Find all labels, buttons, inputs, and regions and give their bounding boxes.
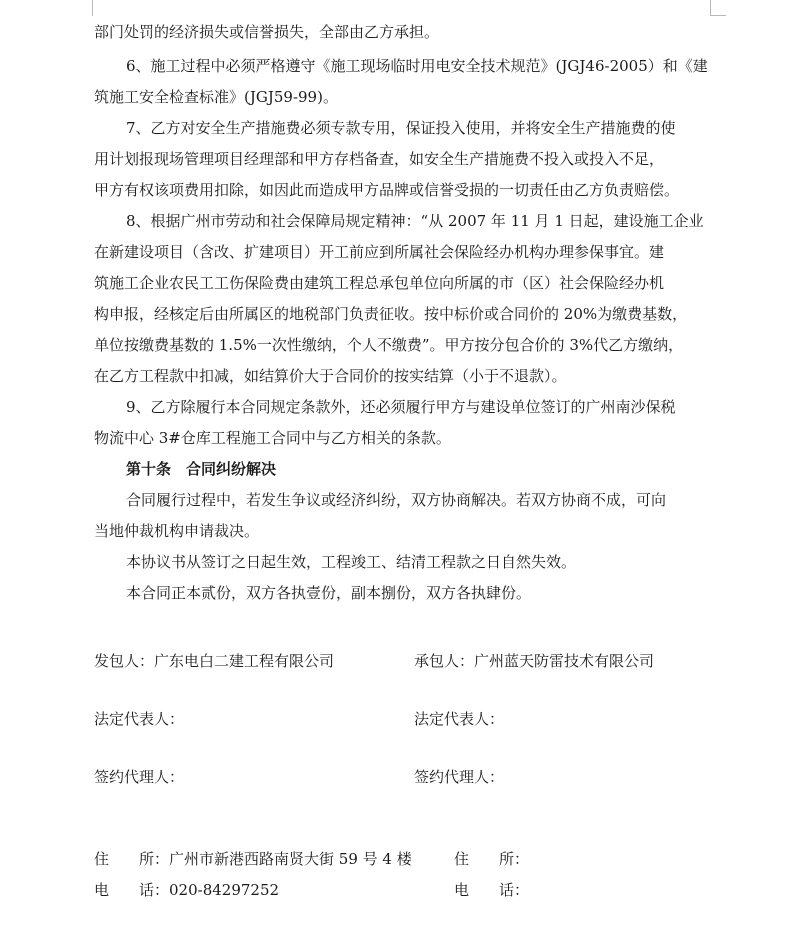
employer-label: 发包人：广东电白二建工程有限公司 [94,652,335,670]
clause-8-line: 筑施工企业农民工工伤保险费由建筑工程总承包单位向所属的市（区）社会保险经办机 [94,274,665,292]
employer-phone: 电 话：020-84297252 [94,881,280,899]
clause-6-line: 6、施工过程中必须严格遵守《施工现场临时用电安全技术规范》(JGJ46-2005）和《建 [126,57,708,75]
clause-8-line: 8、根据广州市劳动和社会保障局规定精神：“从 2007 年 11 月 1 日起，建设施工企业 [126,212,704,230]
top-left-margin-mark [92,0,93,16]
copies-line: 本合同正本贰份，双方各执壹份，副本捌份，双方各执肆份。 [126,584,532,602]
contractor-legal-rep: 法定代表人： [414,710,505,728]
top-right-margin-tick [710,15,726,16]
section-ten-paragraph-line: 合同履行过程中，若发生争议或经济纠纷，双方协商解决。若双方协商不成，可向 [126,491,667,509]
section-ten-heading: 第十条 合同纠纷解决 [126,460,277,478]
clause-7-line: 7、乙方对安全生产措施费必须专款专用，保证投入使用，并将安全生产措施费的使 [126,119,676,137]
employer-agent: 签约代理人： [94,768,185,786]
clause-6-line: 筑施工安全检查标准》(JGJ59-99)。 [94,88,338,106]
contractor-agent: 签约代理人： [414,768,505,786]
clause-9-line: 物流中心 3#仓库工程施工合同中与乙方相关的条款。 [94,429,451,447]
body-line: 部门处罚的经济损失或信誉损失，全部由乙方承担。 [94,23,440,41]
clause-7-line: 甲方有权该项费用扣除，如因此而造成甲方品牌或信誉受损的一切责任由乙方负责赔偿。 [94,181,680,199]
clause-8-line: 单位按缴费基数的 1.5%一次性缴纳，个人不缴费”。甲方按分包合价的 3%代乙方缴纳， [94,336,684,354]
effective-date-line: 本协议书从签订之日起生效，工程竣工、结清工程款之日自然失效。 [126,553,577,571]
contractor-label: 承包人：广州蓝天防雷技术有限公司 [414,652,655,670]
clause-8-line: 在乙方工程款中扣减，如结算价大于合同价的按实结算（小于不退款）。 [94,367,567,385]
top-right-margin-mark [710,0,711,16]
clause-9-line: 9、乙方除履行本合同规定条款外，还必须履行甲方与建设单位签订的广州南沙保税 [126,398,676,416]
clause-7-line: 用计划报现场管理项目经理部和甲方存档备查，如安全生产措施费不投入或投入不足， [94,150,665,168]
contractor-address: 住 所： [454,850,530,868]
employer-legal-rep: 法定代表人： [94,710,185,728]
section-ten-paragraph-line: 当地仲裁机构申请裁决。 [94,522,260,540]
employer-address: 住 所：广州市新港西路南贤大街 59 号 4 楼 [94,850,412,868]
clause-8-line: 构申报，经核定后由所属区的地税部门负责征收。按中标价或合同价的 20%为缴费基数， [94,305,688,323]
clause-8-line: 在新建设项目（含改、扩建项目）开工前应到所属社会保险经办机构办理参保事宜。建 [94,243,665,261]
contractor-phone: 电 话： [454,881,530,899]
